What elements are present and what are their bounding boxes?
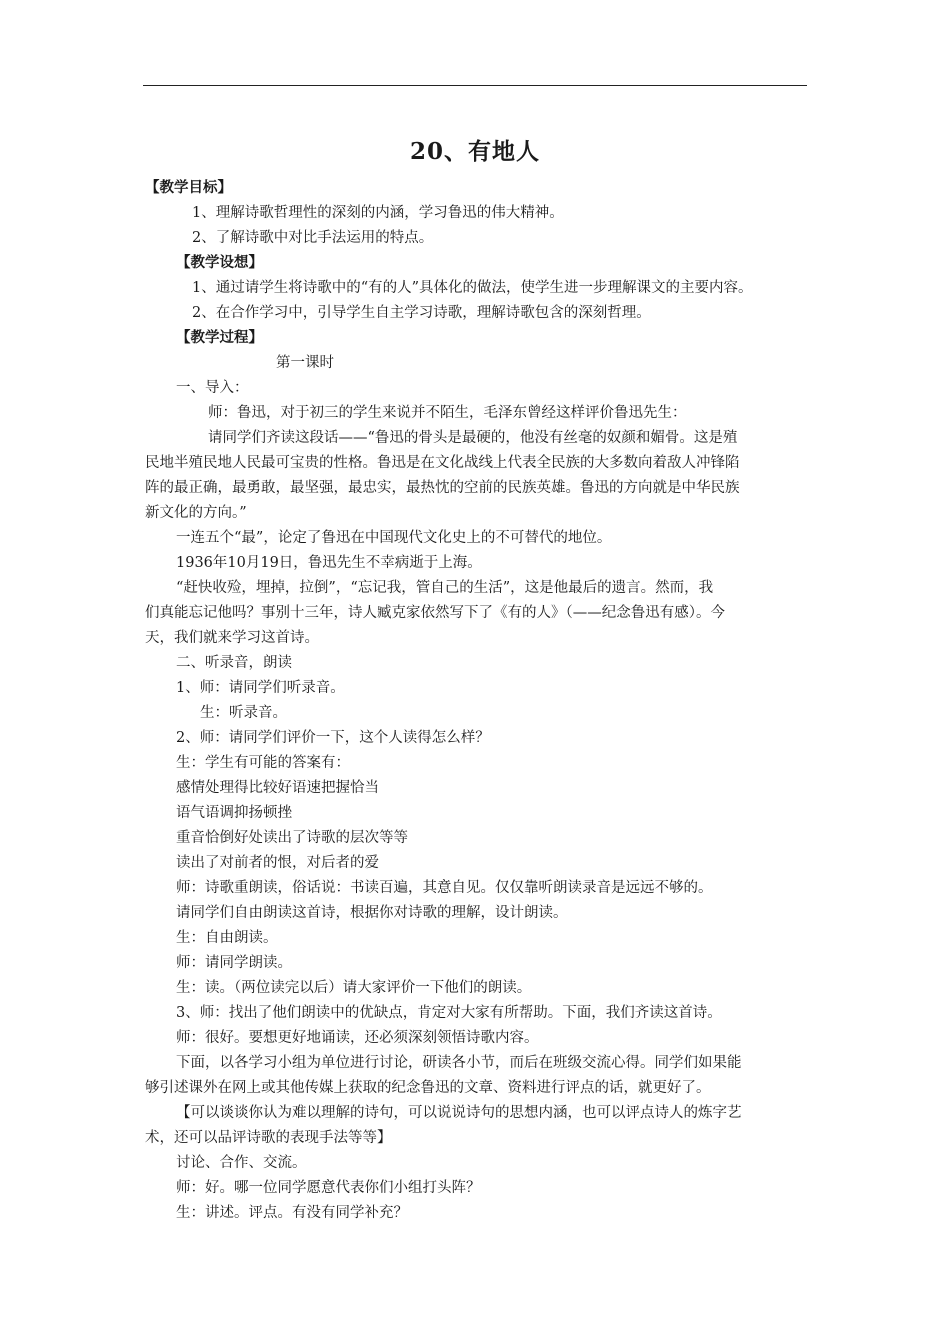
paragraph-line: 感情处理得比较好语速把握恰当 xyxy=(176,780,379,796)
paragraph-line: 天，我们就来学习这首诗。 xyxy=(145,630,319,646)
paragraph-line: 生：讲述。评点。有没有同学补充？ xyxy=(176,1205,408,1221)
paragraph-line: 生：听录音。 xyxy=(200,705,287,721)
paragraph-line: 师：诗歌重朗读，俗话说：书读百遍，其意自见。仅仅靠听朗读录音是远远不够的。 xyxy=(176,880,713,896)
paragraph-line: 1936年10月19日，鲁迅先生不幸病逝于上海。 xyxy=(176,555,482,571)
paragraph-line: 请同学们齐读这段话——“鲁迅的骨头是最硬的，他没有丝毫的奴颜和媚骨。这是殖 xyxy=(208,430,738,446)
paragraph-line: 重音恰倒好处读出了诗歌的层次等等 xyxy=(176,830,408,846)
paragraph-line: 请同学们自由朗读这首诗，根据你对诗歌的理解，设计朗读。 xyxy=(176,905,568,921)
paragraph-line: 【可以谈谈你认为难以理解的诗句，可以说说诗句的思想内涵，也可以评点诗人的炼字艺 xyxy=(176,1105,742,1121)
paragraph-line: 新文化的方向。” xyxy=(145,505,247,521)
paragraph-line: 下面，以各学习小组为单位进行讨论，研读各小节，而后在班级交流心得。同学们如果能 xyxy=(176,1055,742,1071)
paragraph-line: 读出了对前者的恨，对后者的爱 xyxy=(176,855,379,871)
paragraph-line: 3、师：找出了他们朗读中的优缺点，肯定对大家有所帮助。下面，我们齐读这首诗。 xyxy=(176,1005,722,1021)
paragraph-line: 2、在合作学习中，引导学生自主学习诗歌，理解诗歌包含的深刻哲理。 xyxy=(192,305,651,321)
paragraph-line: 生：自由朗读。 xyxy=(176,930,278,946)
header-rule xyxy=(143,85,807,86)
section-heading: 二、听录音，朗读 xyxy=(176,655,292,671)
heading-teaching-ideas: 【教学设想】 xyxy=(176,254,263,271)
paragraph-line: 师：好。哪一位同学愿意代表你们小组打头阵？ xyxy=(176,1180,481,1196)
paragraph-line: 术，还可以品评诗歌的表现手法等等】 xyxy=(145,1130,392,1146)
paragraph-line: 2、了解诗歌中对比手法运用的特点。 xyxy=(192,230,434,246)
paragraph-line: “赶快收殓，埋掉，拉倒”，“忘记我，管自己的生活”，这是他最后的遗言。然而，我 xyxy=(176,580,714,596)
paragraph-line: 语气语调抑扬顿挫 xyxy=(176,805,292,821)
page-title: 20、有地人 xyxy=(409,138,540,165)
paragraph-line: 师：鲁迅，对于初三的学生来说并不陌生，毛泽东曾经这样评价鲁迅先生： xyxy=(208,405,687,421)
paragraph-line: 民地半殖民地人民最可宝贵的性格。鲁迅是在文化战线上代表全民族的大多数向着敌人冲锋陷 xyxy=(145,455,740,471)
paragraph-line: 生：读。（两位读完以后）请大家评价一下他们的朗读。 xyxy=(176,980,532,996)
paragraph-line: 讨论、合作、交流。 xyxy=(176,1155,307,1171)
paragraph-line: 1、师：请同学们听录音。 xyxy=(176,680,345,696)
heading-teaching-goals: 【教学目标】 xyxy=(145,179,232,196)
paragraph-line: 师：请同学朗读。 xyxy=(176,955,292,971)
paragraph-line: 阵的最正确，最勇敢，最坚强，最忠实，最热忱的空前的民族英雄。鲁迅的方向就是中华民族 xyxy=(145,480,740,496)
paragraph-line: 1、通过请学生将诗歌中的“有的人”具体化的做法，使学生进一步理解课文的主要内容。 xyxy=(192,280,753,296)
paragraph-line: 师：很好。要想更好地诵读，还必须深刻领悟诗歌内容。 xyxy=(176,1030,539,1046)
paragraph-line: 一连五个“最”，论定了鲁迅在中国现代文化史上的不可替代的地位。 xyxy=(176,530,612,546)
paragraph-line: 1、理解诗歌哲理性的深刻的内涵，学习鲁迅的伟大精神。 xyxy=(192,205,564,221)
paragraph-line: 们真能忘记他吗？事别十三年，诗人臧克家依然写下了《有的人》（——纪念鲁迅有感）。今 xyxy=(145,605,725,621)
paragraph-line: 够引述课外在网上或其他传媒上获取的纪念鲁迅的文章、资料进行评点的话，就更好了。 xyxy=(145,1080,711,1096)
paragraph-line: 生：学生有可能的答案有： xyxy=(176,755,350,771)
lesson-label: 第一课时 xyxy=(276,355,334,371)
paragraph-line: 2、师：请同学们评价一下，这个人读得怎么样？ xyxy=(176,730,490,746)
heading-teaching-process: 【教学过程】 xyxy=(176,329,263,346)
section-heading: 一、导入： xyxy=(176,380,249,396)
